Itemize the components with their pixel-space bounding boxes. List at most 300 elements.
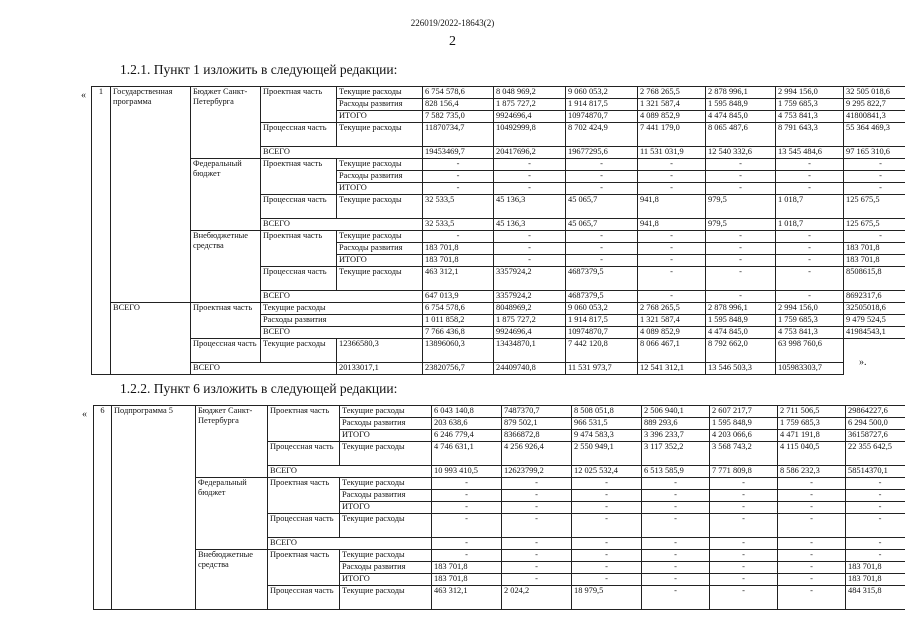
value-cell: 8 791 643,3 [776,123,844,147]
expense-type: Текущие расходы [261,339,337,363]
value-cell: - [778,502,846,514]
value-cell: - [572,478,642,490]
funding-source: Федеральный бюджет [196,478,268,550]
value-cell: 879 502,1 [502,418,572,430]
expense-type: Текущие расходы [340,442,432,466]
value-cell: 2 768 265,5 [638,87,706,99]
value-cell: 1 321 587,4 [638,315,706,327]
budget-table-item-6 [93,405,905,610]
value-cell: - [776,171,844,183]
value-cell: - [710,502,778,514]
part-label: Процессная часть [191,339,261,363]
value-cell: - [846,478,905,490]
value-cell: 13896060,3 [423,339,494,363]
value-cell: - [502,490,572,502]
value-cell: - [423,183,494,195]
value-cell: 1 595 848,9 [706,99,776,111]
value-cell: 18 979,5 [572,586,642,610]
value-cell: - [706,183,776,195]
value-cell: - [776,267,844,291]
value-cell: 979,5 [706,219,776,231]
value-cell: - [776,243,844,255]
value-cell: 8508615,8 [844,267,905,291]
value-cell: - [776,255,844,267]
value-cell: 2 607 217,7 [710,406,778,418]
value-cell: 32 505 018,6 [844,87,905,99]
value-cell: - [572,574,642,586]
value-cell: - [776,183,844,195]
value-cell: 8048969,2 [494,303,566,315]
value-cell: - [706,255,776,267]
value-cell: 183 701,8 [846,574,905,586]
value-cell: - [432,502,502,514]
funding-source: Внебюджетные средства [196,550,268,610]
value-cell: - [642,514,710,538]
value-cell: 45 065,7 [566,195,638,219]
value-cell: 11 531 973,7 [566,363,638,375]
value-cell: 20133017,1 [337,363,423,375]
value-cell: - [776,291,844,303]
value-cell: 45 136,3 [494,219,566,231]
value-cell: 2 878 996,1 [706,303,776,315]
value-cell: - [638,267,706,291]
value-cell: - [778,574,846,586]
section-heading-1-2-1: 1.2.1. Пункт 1 изложить в следующей редакции: [120,62,398,77]
value-cell: - [778,538,846,550]
value-cell: 125 675,5 [844,195,905,219]
value-cell: - [778,478,846,490]
value-cell: 183 701,8 [423,243,494,255]
value-cell: 3 396 233,7 [642,430,710,442]
value-cell: - [572,514,642,538]
value-cell: - [844,231,905,243]
value-cell: - [706,243,776,255]
value-cell: - [494,171,566,183]
value-cell: 4 753 841,3 [776,327,844,339]
funding-source: Бюджет Санкт-Петербурга [191,87,261,159]
value-cell: 24409740,8 [494,363,566,375]
value-cell: 7 771 809,8 [710,466,778,478]
value-cell: 2 878 996,1 [706,87,776,99]
value-cell: 1 914 817,5 [566,99,638,111]
value-cell: 3357924,2 [494,267,566,291]
value-cell: - [706,171,776,183]
value-cell: - [502,574,572,586]
value-cell: 9 474 583,3 [572,430,642,442]
value-cell: 7 442 120,8 [566,339,638,363]
part-label: Процессная часть [261,195,337,219]
expense-type: Текущие расходы [340,514,432,538]
value-cell: 9 060 053,2 [566,303,638,315]
value-cell: 8 048 969,2 [494,87,566,99]
value-cell: 45 065,7 [566,219,638,231]
expense-type: Расходы развития [340,490,432,502]
value-cell: 36158727,6 [846,430,905,442]
value-cell: - [778,514,846,538]
value-cell: - [846,538,905,550]
value-cell: 1 011 858,2 [423,315,494,327]
value-cell: - [642,586,710,610]
value-cell: - [566,183,638,195]
expense-type: ИТОГО [340,574,432,586]
value-cell: - [778,586,846,610]
value-cell: 1 595 848,9 [706,315,776,327]
expense-type: Текущие расходы [340,406,432,418]
value-cell: 1 914 817,5 [566,315,638,327]
value-cell: - [638,171,706,183]
value-cell: 828 156,4 [423,99,494,111]
value-cell: 9924696,4 [494,111,566,123]
value-cell: 8 508 051,8 [572,406,642,418]
part-label: Проектная часть [261,87,337,123]
part-label: Проектная часть [191,303,261,339]
value-cell: 32505018,6 [844,303,905,315]
table-row [94,478,905,490]
value-cell: 4 256 926,4 [502,442,572,466]
value-cell: 12 540 332,6 [706,147,776,159]
part-label: Проектная часть [261,159,337,195]
expense-type: ИТОГО [340,502,432,514]
table-row [94,550,905,562]
value-cell: - [844,159,905,171]
value-cell: 463 312,1 [423,267,494,291]
value-cell: 2 711 506,5 [778,406,846,418]
value-cell: - [642,478,710,490]
part-label: ВСЕГО [268,538,432,550]
value-cell: 889 293,6 [642,418,710,430]
value-cell: - [642,562,710,574]
value-cell: 4 474 845,0 [706,111,776,123]
value-cell: 7487370,7 [502,406,572,418]
value-cell: 4 089 852,9 [638,111,706,123]
value-cell: - [776,231,844,243]
value-cell: - [638,243,706,255]
value-cell: - [710,514,778,538]
part-label: ВСЕГО [268,466,432,478]
value-cell: - [846,550,905,562]
value-cell: - [778,490,846,502]
part-label: ВСЕГО [191,363,337,375]
value-cell: - [572,562,642,574]
value-cell: 1 018,7 [776,219,844,231]
part-label: ВСЕГО [261,147,423,159]
expense-type: Текущие расходы [337,87,423,99]
value-cell: 4 746 631,1 [432,442,502,466]
value-cell: - [844,183,905,195]
value-cell: - [423,171,494,183]
value-cell: - [566,171,638,183]
value-cell: 4 753 841,3 [776,111,844,123]
value-cell: 463 312,1 [432,586,502,610]
funding-source: Бюджет Санкт-Петербурга [196,406,268,478]
value-cell: - [642,490,710,502]
value-cell: 10974870,7 [566,111,638,123]
value-cell: - [710,574,778,586]
part-label: Проектная часть [261,231,337,267]
value-cell: 1 759 685,3 [776,99,844,111]
expense-type: Текущие расходы [337,123,423,147]
value-cell: 2 506 940,1 [642,406,710,418]
value-cell: 8 066 467,1 [638,339,706,363]
expense-type: Текущие расходы [340,586,432,610]
value-cell: 4 471 191,8 [778,430,846,442]
value-cell: 203 638,6 [432,418,502,430]
value-cell: - [432,550,502,562]
value-cell: 6 754 578,6 [423,303,494,315]
value-cell: 183 701,8 [432,562,502,574]
value-cell: - [566,231,638,243]
value-cell: - [502,514,572,538]
value-cell: 1 595 848,9 [710,418,778,430]
value-cell: 55 364 469,3 [844,123,905,147]
value-cell: - [642,502,710,514]
value-cell: 125 675,5 [844,219,905,231]
value-cell: 11 531 031,9 [638,147,706,159]
value-cell: - [572,550,642,562]
value-cell: 6 294 500,0 [846,418,905,430]
value-cell: - [638,183,706,195]
value-cell: 8692317,6 [844,291,905,303]
value-cell: 12623799,2 [502,466,572,478]
item-number: 1 [92,87,111,375]
expense-type: Расходы развития [337,171,423,183]
value-cell: 183 701,8 [432,574,502,586]
expense-type: ВСЕГО [261,327,423,339]
expense-type: Расходы развития [261,315,423,327]
value-cell: 19677295,6 [566,147,638,159]
value-cell: - [638,231,706,243]
close-quote-1: ». [859,357,867,368]
value-cell: 2 994 156,0 [776,87,844,99]
budget-table-item-1 [91,86,905,375]
value-cell: 29864227,6 [846,406,905,418]
value-cell: 12 025 532,4 [572,466,642,478]
value-cell: - [710,586,778,610]
expense-type: Текущие расходы [337,231,423,243]
value-cell: - [494,231,566,243]
value-cell: 6 513 585,9 [642,466,710,478]
value-cell: 32 533,5 [423,219,494,231]
value-cell: 6 043 140,8 [432,406,502,418]
value-cell: - [566,243,638,255]
program-name: Подпрограмма 5 [112,406,196,610]
part-label: Процессная часть [268,514,340,538]
value-cell: - [846,490,905,502]
value-cell: - [502,478,572,490]
value-cell: - [432,514,502,538]
value-cell: 4 474 845,0 [706,327,776,339]
value-cell: 11870734,7 [423,123,494,147]
value-cell: 484 315,8 [846,586,905,610]
value-cell: 22 355 642,5 [846,442,905,466]
value-cell: 941,8 [638,195,706,219]
table-row [92,339,905,363]
value-cell: 58514370,1 [846,466,905,478]
value-cell: - [844,171,905,183]
value-cell: 183 701,8 [844,255,905,267]
value-cell: - [638,255,706,267]
part-label: Проектная часть [268,478,340,514]
expense-type: Расходы развития [340,562,432,574]
value-cell: - [423,231,494,243]
value-cell: 647 013,9 [423,291,494,303]
part-label: Процессная часть [268,586,340,610]
value-cell: 2 768 265,5 [638,303,706,315]
value-cell: 8 792 662,0 [706,339,776,363]
value-cell: - [710,550,778,562]
document-id: 226019/2022-18643(2) [410,18,495,28]
value-cell: 7 766 436,8 [423,327,494,339]
value-cell: - [572,490,642,502]
part-label: Проектная часть [268,406,340,442]
part-label: ВСЕГО [261,291,423,303]
open-quote-2: « [82,409,87,420]
section-heading-1-2-2: 1.2.2. Пункт 6 изложить в следующей редакции: [120,381,398,396]
value-cell: - [710,562,778,574]
value-cell: - [778,550,846,562]
value-cell: - [432,478,502,490]
value-cell: 1 875 727,2 [494,99,566,111]
expense-type: Текущие расходы [337,195,423,219]
value-cell: 941,8 [638,219,706,231]
part-label: Процессная часть [268,442,340,466]
value-cell: 1 875 727,2 [494,315,566,327]
value-cell: 10974870,7 [566,327,638,339]
value-cell: 41800841,3 [844,111,905,123]
total-label: ВСЕГО [111,303,191,375]
value-cell: 105983303,7 [776,363,844,375]
value-cell: 63 998 760,6 [776,339,844,363]
value-cell: 3 568 743,2 [710,442,778,466]
value-cell: 183 701,8 [846,562,905,574]
expense-type: Текущие расходы [340,478,432,490]
value-cell: 2 550 949,1 [572,442,642,466]
value-cell: - [502,502,572,514]
value-cell: - [432,490,502,502]
value-cell: - [706,231,776,243]
table-row [92,87,905,99]
value-cell: - [494,159,566,171]
value-cell: 10 993 410,5 [432,466,502,478]
value-cell: - [710,490,778,502]
value-cell: 9 479 524,5 [844,315,905,327]
value-cell: 4 089 852,9 [638,327,706,339]
value-cell: 8 586 232,3 [778,466,846,478]
value-cell: 13434870,1 [494,339,566,363]
value-cell: - [706,159,776,171]
value-cell: - [423,159,494,171]
page-number: 2 [449,34,456,49]
value-cell: - [432,538,502,550]
value-cell: 9924696,4 [494,327,566,339]
value-cell: 1 321 587,4 [638,99,706,111]
value-cell: 1 018,7 [776,195,844,219]
table-row [94,406,905,418]
value-cell: 6 246 779,4 [432,430,502,442]
value-cell: 13 546 503,3 [706,363,776,375]
value-cell: 4687379,5 [566,291,638,303]
value-cell: - [502,538,572,550]
value-cell: 12 541 312,1 [638,363,706,375]
expense-type: ИТОГО [337,111,423,123]
expense-type: Текущие расходы [337,267,423,291]
program-name: Государственная программа [111,87,191,303]
value-cell: - [642,550,710,562]
value-cell: 183 701,8 [423,255,494,267]
value-cell: 2 994 156,0 [776,303,844,315]
value-cell: 4 203 066,6 [710,430,778,442]
value-cell: - [494,255,566,267]
funding-source: Федеральный бюджет [191,159,261,231]
value-cell: 41984543,1 [844,327,905,339]
value-cell: 1 759 685,3 [778,418,846,430]
item-number: 6 [94,406,112,610]
value-cell: - [710,538,778,550]
value-cell: 4 115 040,5 [778,442,846,466]
value-cell: 979,5 [706,195,776,219]
value-cell: - [642,574,710,586]
value-cell: 8 065 487,6 [706,123,776,147]
value-cell: - [494,243,566,255]
value-cell: 7 441 179,0 [638,123,706,147]
value-cell: 1 759 685,3 [776,315,844,327]
value-cell: 9 060 053,2 [566,87,638,99]
part-label: Процессная часть [261,267,337,291]
value-cell: - [572,502,642,514]
value-cell: - [494,183,566,195]
value-cell: 12366580,3 [337,339,423,363]
value-cell: - [638,159,706,171]
expense-type: Текущие расходы [340,550,432,562]
value-cell: - [638,291,706,303]
value-cell: - [706,267,776,291]
table-row [92,303,905,315]
value-cell: - [642,538,710,550]
table-row [92,231,905,243]
value-cell: 7 582 735,0 [423,111,494,123]
value-cell: - [776,159,844,171]
value-cell: - [846,514,905,538]
value-cell: 13 545 484,6 [776,147,844,159]
value-cell: 4687379,5 [566,267,638,291]
value-cell: - [572,538,642,550]
value-cell: 9 295 822,7 [844,99,905,111]
value-cell: 23820756,7 [423,363,494,375]
value-cell: 20417696,2 [494,147,566,159]
expense-type: ИТОГО [340,430,432,442]
value-cell: 32 533,5 [423,195,494,219]
value-cell: - [778,562,846,574]
value-cell: 45 136,3 [494,195,566,219]
value-cell: 19453469,7 [423,147,494,159]
value-cell: 8366872,8 [502,430,572,442]
expense-type: ИТОГО [337,183,423,195]
value-cell: - [502,550,572,562]
value-cell: - [566,159,638,171]
open-quote-1: « [81,90,86,101]
value-cell: - [846,502,905,514]
expense-type: Расходы развития [337,99,423,111]
value-cell: 8 702 424,9 [566,123,638,147]
expense-type: Расходы развития [337,243,423,255]
value-cell: - [710,478,778,490]
value-cell: - [566,255,638,267]
part-label: ВСЕГО [261,219,423,231]
value-cell: 2 024,2 [502,586,572,610]
value-cell: 966 531,5 [572,418,642,430]
expense-type: ИТОГО [337,255,423,267]
expense-type: Текущие расходы [337,159,423,171]
